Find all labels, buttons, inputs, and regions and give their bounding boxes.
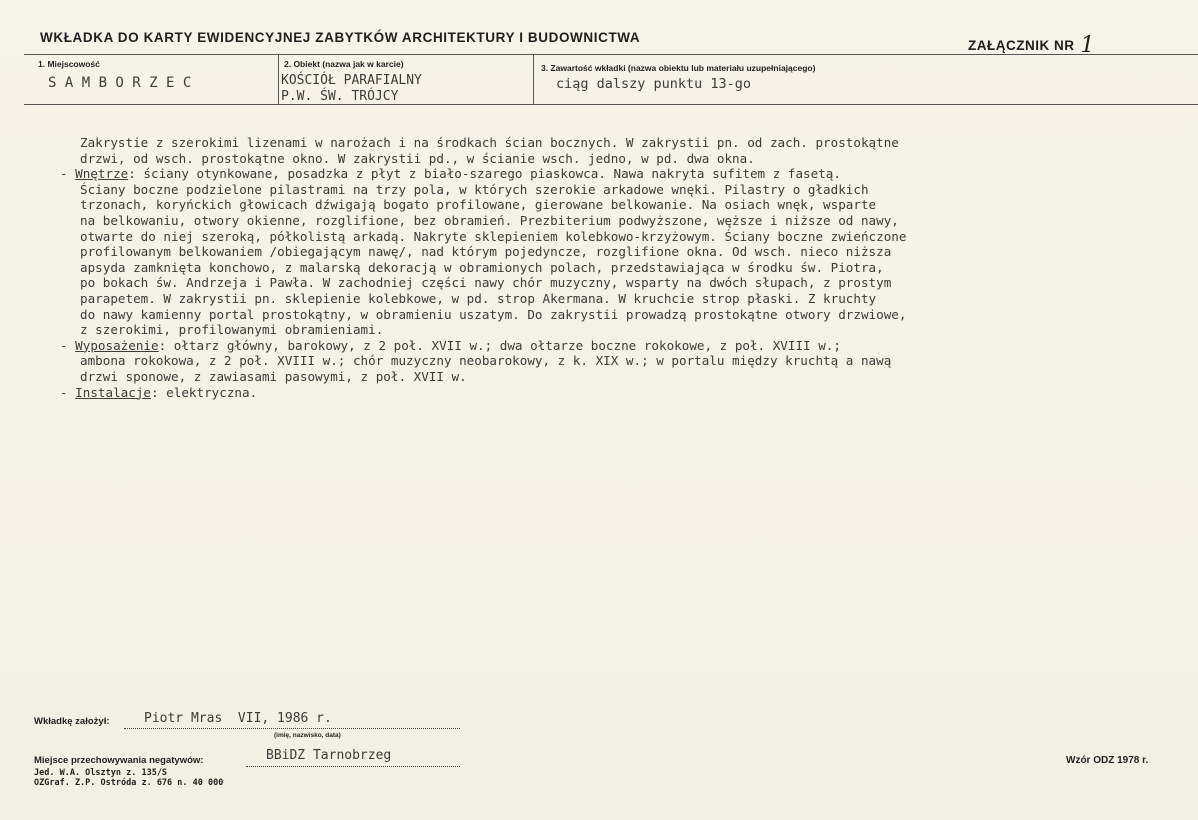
text-line: parapetem. W zakrystii pn. sklepienie kolebkowe, w pd. strop Akermana. W kruchcie strop płaski. Z kruchty <box>80 290 877 306</box>
locality-value: S A M B O R Z E C <box>48 75 192 91</box>
text-line: do nawy kamienny portal prostokątny, w obramieniu uszatym. Do zakrystii prowadzą prostokątne otwory drzwiowe, <box>80 306 907 322</box>
sheet-title: WKŁADKA DO KARTY EWIDENCYJNEJ ZABYTKÓW ARCHITEKTURY I BUDOWNICTWA <box>40 30 641 45</box>
text-line: Zakrystie z szerokimi lizenami w narożach i na środkach ścian bocznych. W zakrystii pn. od zach. prostokątne <box>80 135 899 150</box>
text-line: : ołtarz główny, barokowy, z 2 poł. XVII w.; dwa ołtarze boczne rokokowe, z poł. XVIII w.; <box>158 337 841 353</box>
text-line: : ściany otynkowane, posadzka z płyt z biało-szarego piaskowca. Nawa nakryta sufitem z fasetą. <box>128 166 841 182</box>
printer-imprint <box>34 768 223 788</box>
bullet-dash: - <box>60 384 76 400</box>
storage-dotted-line <box>246 766 460 767</box>
field-divider-2 <box>533 54 534 104</box>
content-value: ciąg dalszy punktu 13-go <box>556 76 752 92</box>
text-line: apsyda zamknięta konchowo, z malarską dekoracją w obramionych polach, przedstawiająca w środku św. Piotra, <box>80 259 884 275</box>
founder-hint: (imię, nazwisko, data) <box>274 732 341 739</box>
storage-value: BBiDZ Tarnobrzeg <box>266 748 392 763</box>
text-line: otwarte do niej szeroką, półkolistą arkadą. Nakryte sklepieniem kolebkowo-krzyżowym. Ściany boczne zwieńczone <box>80 228 907 244</box>
header-rule-top <box>24 54 1198 55</box>
equipment-heading: Wyposażenie <box>75 337 159 353</box>
text-line: drzwi sponowe, z zawiasami pasowymi, z poł. XVII w. <box>80 368 467 384</box>
equipment-section <box>60 338 1180 354</box>
object-value-line1: KOŚCIÓŁ PARAFIALNY <box>281 73 422 88</box>
form-model: Wzór ODZ 1978 r. <box>1066 755 1149 766</box>
description-body <box>60 135 1180 400</box>
bullet-dash: - <box>60 166 76 182</box>
annex-label-group <box>968 31 1095 56</box>
field-divider-1 <box>278 54 279 104</box>
text-line: Ściany boczne podzielone pilastrami na trzy pola, w których szerokie arkadowe wnęki. Pilastry o gładkich <box>80 181 869 197</box>
bullet-dash: - <box>60 337 76 353</box>
interior-section <box>60 166 1180 182</box>
text-line: po bokach św. Andrzeja i Pawła. W zachodniej części nawy chór muzyczny, wsparty na dwóch słupach, z prostym <box>80 275 892 291</box>
imprint-line: OZGraf. Z.P. Ostróda z. 676 n. 40 000 <box>34 778 224 788</box>
founder-value: Piotr Mras VII, 1986 r. <box>144 711 332 726</box>
storage-label: Miejsce przechowywania negatywów: <box>34 755 204 766</box>
header-rule-bottom <box>24 104 1198 105</box>
text-line: na belkowaniu, otwory okienne, rozglifione, bez obramień. Prezbiterium podwyższone, węższe i niższe od nawy, <box>80 212 899 228</box>
text-line: ambona rokokowa, z 2 poł. XVIII w.; chór muzyczny neobarokowy, z k. XIX w.; w portalu między kruchtą a nawą <box>80 353 892 369</box>
founder-dotted-line <box>124 728 460 729</box>
text-line: : elektryczna. <box>151 384 258 400</box>
text-line: drzwi, od wsch. prostokątne okno. W zakrystii pd., w ścianie wsch. jedno, w pd. dwa okna. <box>80 150 755 166</box>
imprint-line: Jed. W.A. Olsztyn z. 135/S <box>34 768 168 778</box>
text-line: z szerokimi, profilowanymi obramieniami. <box>80 322 384 338</box>
object-label: 2. Obiekt (nazwa jak w karcie) <box>284 59 404 69</box>
object-value-line2: P.W. ŚW. TRÓJCY <box>281 89 399 104</box>
annex-label: ZAŁĄCZNIK NR <box>968 38 1075 53</box>
installations-section <box>60 385 1180 401</box>
founder-label: Wkładkę założył: <box>34 716 110 727</box>
installations-heading: Instalacje <box>75 384 151 400</box>
annex-number: 1 <box>1080 33 1095 58</box>
locality-label: 1. Miejscowość <box>38 59 100 69</box>
content-label: 3. Zawartość wkładki (nazwa obiektu lub materiału uzupełniającego) <box>541 63 816 73</box>
interior-heading: Wnętrze <box>75 166 129 182</box>
text-line: profilowanym belkowaniem /obiegającym nawę/, nad którym pojedyncze, rozglifione okna. Od wsch. nieco niższa <box>80 244 892 260</box>
text-line: trzonach, koryńckich głowicach dźwigają bogato profilowane, gierowane belkowanie. Na osiach wnęk, wsparte <box>80 197 877 213</box>
